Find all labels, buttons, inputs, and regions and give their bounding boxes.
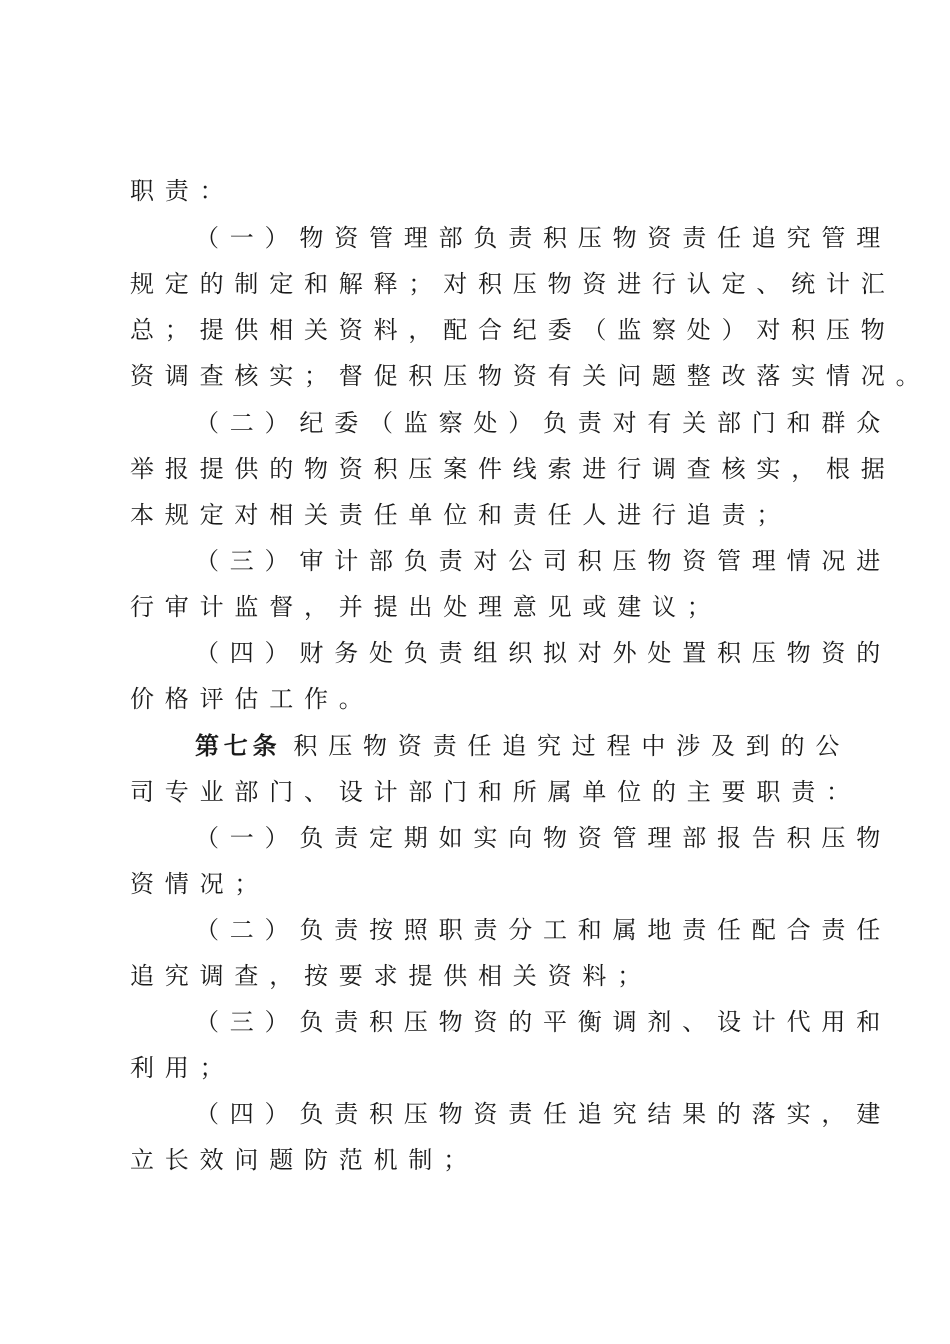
text-line: （二）纪委（监察处）负责对有关部门和群众: [195, 409, 891, 437]
text-line: 司专业部门、设计部门和所属单位的主要职责：: [130, 778, 861, 806]
text-line: 举报提供的物资积压案件线索进行调查核实，根据: [130, 455, 896, 483]
text-line: 追究调查，按要求提供相关资料；: [130, 962, 652, 990]
text-line: （二）负责按照职责分工和属地责任配合责任: [195, 916, 891, 944]
text-line: 利用；: [130, 1054, 235, 1082]
text-line: （一）物资管理部负责积压物资责任追究管理: [195, 224, 891, 252]
text-line: （一）负责定期如实向物资管理部报告积压物: [195, 824, 891, 852]
text-line: 规定的制定和解释；对积压物资进行认定、统计汇: [130, 270, 896, 298]
text-line: 本规定对相关责任单位和责任人进行追责；: [130, 501, 792, 529]
text-line: 行审计监督，并提出处理意见或建议；: [130, 593, 722, 621]
text-line: 职责：: [130, 177, 235, 205]
text-line: 立长效问题防范机制；: [130, 1146, 478, 1174]
text-line: （三）审计部负责对公司积压物资管理情况进: [195, 547, 891, 575]
text-line: 积压物资责任追究过程中涉及到的公: [293, 732, 851, 760]
text-line: （四）财务处负责组织拟对外处置积压物资的: [195, 639, 891, 667]
text-line: 资情况；: [130, 870, 270, 898]
text-line: 总；提供相关资料，配合纪委（监察处）对积压物: [130, 316, 896, 344]
article-heading: 第七条: [195, 732, 282, 760]
text-line: 价格评估工作。: [130, 685, 374, 713]
text-line: （四）负责积压物资责任追究结果的落实，建: [195, 1100, 891, 1128]
text-line: 资调查核实；督促积压物资有关问题整改落实情况。: [130, 362, 931, 390]
text-line: （三）负责积压物资的平衡调剂、设计代用和: [195, 1008, 891, 1036]
article-heading-line: [195, 730, 895, 762]
